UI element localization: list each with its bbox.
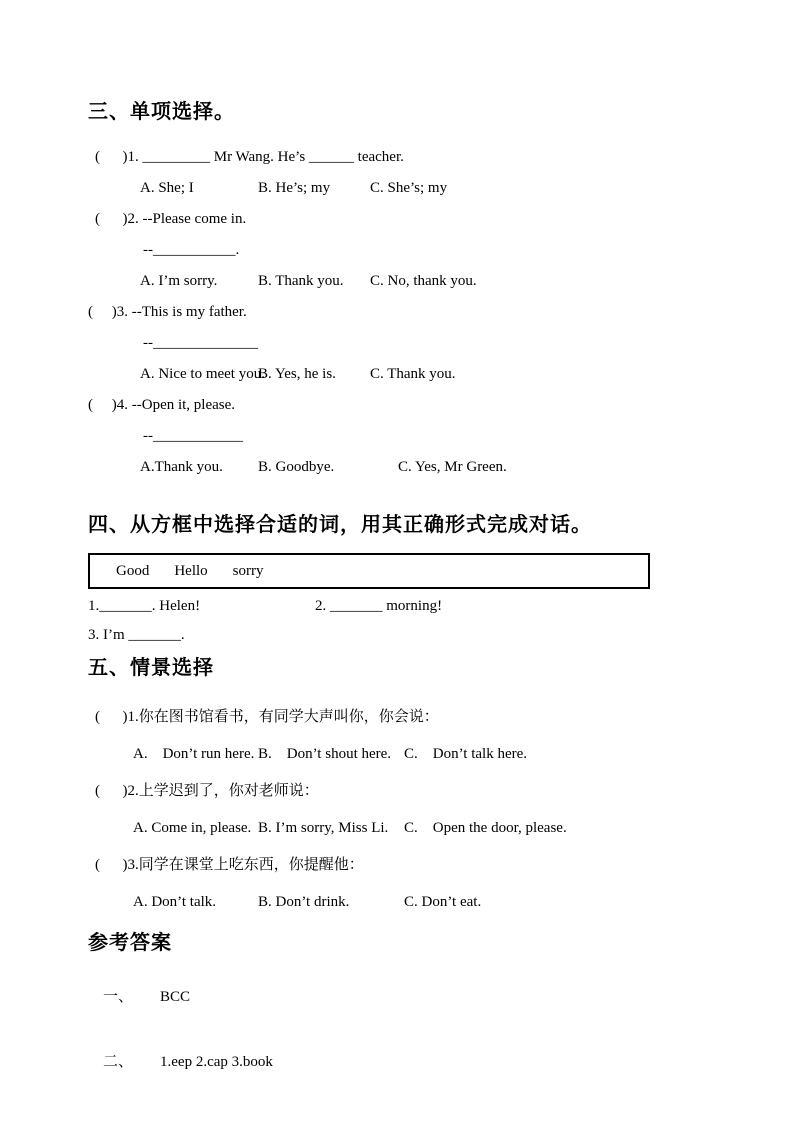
s3-q4-stem: ( )4. --Open it, please.	[88, 397, 236, 413]
s5-q2-option-a: A. Come in, please.	[133, 820, 252, 836]
s5-q2-option-b: B. I’m sorry, Miss Li.	[258, 820, 389, 836]
s5-q1-option-c: C. Don’t talk here.	[404, 746, 528, 762]
answer-label: 一、	[103, 989, 134, 1005]
s3-q3-options	[88, 366, 733, 382]
s3-q4-options	[88, 459, 733, 475]
s3-q1-option-b: B. He’s; my	[258, 180, 331, 196]
s3-q2-reply-blank: --___________.	[143, 242, 240, 258]
s5-q3-stem: ( )3.同学在课堂上吃东西，你提醒他：	[95, 857, 364, 873]
s3-q3-stem: ( )3. --This is my father.	[88, 304, 247, 320]
word-box-item: Good	[116, 562, 150, 579]
s3-q4-option-b: B. Goodbye.	[258, 459, 335, 475]
s3-q2-stem: ( )2. --Please come in.	[95, 211, 247, 227]
section-five-heading: 五、情景选择	[88, 657, 214, 679]
s5-q2-option-c: C. Open the door, please.	[404, 820, 567, 836]
s4-fill-row-1	[88, 598, 733, 614]
s3-q2-option-c: C. No, thank you.	[370, 273, 477, 289]
s4-blank-2: 2. _______ morning!	[315, 598, 443, 614]
word-box-item: Hello	[174, 562, 208, 579]
s4-blank-3: 3. I’m _______.	[88, 627, 185, 643]
s5-q3-options	[88, 894, 733, 910]
s5-q1-option-a: A. Don’t run here.	[133, 746, 255, 762]
section-four-heading: 四、从方框中选择合适的词，用其正确形式完成对话。	[88, 514, 592, 536]
answer-label: 二、	[103, 1054, 134, 1070]
answer-text: BCC	[160, 989, 191, 1005]
s3-q3-reply-blank: --______________	[143, 335, 258, 351]
s3-q4-option-a: A.Thank you.	[140, 459, 223, 475]
s3-q2-option-a: A. I’m sorry.	[140, 273, 218, 289]
answer-text: 1.eep 2.cap 3.book	[160, 1054, 273, 1070]
s3-q4-option-c: C. Yes, Mr Green.	[398, 459, 507, 475]
s3-q3-option-b: B. Yes, he is.	[258, 366, 336, 382]
s3-q1-options	[88, 180, 733, 196]
section-three-heading: 三、单项选择。	[88, 101, 235, 123]
s5-q2-options	[88, 820, 733, 836]
s3-q3-option-c: C. Thank you.	[370, 366, 456, 382]
s5-q1-option-b: B. Don’t shout here.	[258, 746, 392, 762]
answer-row	[88, 973, 733, 1021]
s5-q3-option-a: A. Don’t talk.	[133, 894, 217, 910]
answers-heading: 参考答案	[88, 932, 172, 954]
s5-q3-option-b: B. Don’t drink.	[258, 894, 350, 910]
s5-q1-options	[88, 746, 733, 762]
word-box-item: sorry	[232, 562, 264, 579]
s5-q3-option-c: C. Don’t eat.	[404, 894, 482, 910]
s3-q1-option-a: A. She; I	[140, 180, 194, 196]
s4-blank-1: 1._______. Helen!	[88, 598, 201, 614]
answer-row	[88, 1038, 733, 1086]
s4-fill-row-2	[88, 627, 733, 643]
s3-q4-reply-blank: --____________	[143, 428, 243, 444]
s3-q2-option-b: B. Thank you.	[258, 273, 344, 289]
s3-q3-option-a: A. Nice to meet you.	[140, 366, 265, 382]
s3-q2-options	[88, 273, 733, 289]
s5-q1-stem: ( )1.你在图书馆看书，有同学大声叫你，你会说：	[95, 709, 439, 725]
s3-q1-stem: ( )1. _________ Mr Wang. He’s ______ teacher.	[95, 149, 404, 165]
s5-q2-stem: ( )2.上学迟到了，你对老师说：	[95, 783, 319, 799]
word-box	[88, 553, 650, 589]
s3-q1-option-c: C. She’s; my	[370, 180, 448, 196]
